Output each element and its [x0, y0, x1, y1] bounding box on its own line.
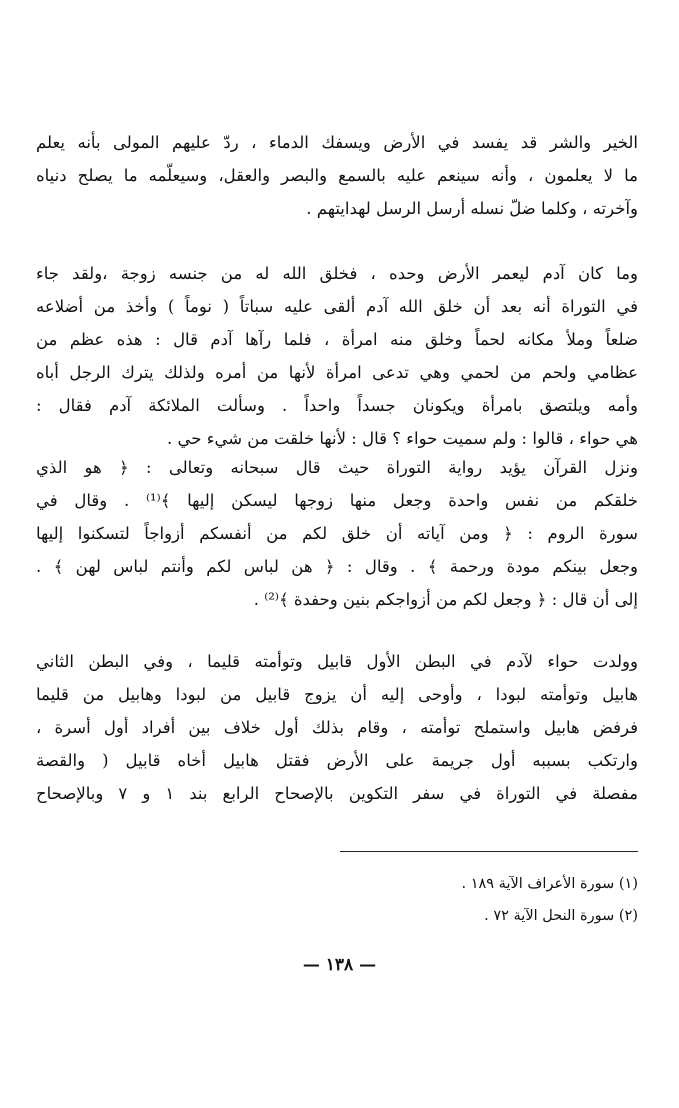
footnote-divider [340, 851, 638, 852]
text-line: عظامي ولحم من لحمي وهي تدعى امرأة لأنها من أمره ولذلك يترك الرجل أباه [36, 363, 638, 382]
footnote-2: (٢) سورة النحل الآية ٧٢ . [484, 908, 638, 924]
paragraph-1 [36, 126, 638, 225]
page-number: — ١٣٨ — [302, 955, 377, 975]
text-line: وأمه ويلتصق بامرأة ويكونان جسداً واحداً . وسألت الملائكة آدم فقال : [36, 396, 638, 415]
footnote-1: (١) سورة الأعراف الآية ١٨٩ . [461, 876, 638, 892]
text-line: الخير والشر قد يفسد في الأرض ويسفك الدماء ، ردّ عليهم المولى بأنه يعلم [36, 133, 638, 152]
text-line: إلى أن قال : ﴿ وجعل لكم من أزواجكم بنين وحفدة ﴾⁽²⁾ . [253, 590, 638, 609]
text-line: ضلعاً وملأ مكانه لحماً وخلق منه امرأة ، فلما رآها آدم قال : هذه عظم من [36, 330, 638, 349]
text-line: وجعل بينكم مودة ورحمة ﴾ . وقال : ﴿ هن لباس لكم وأنتم لباس لهن ﴾ . [36, 557, 638, 576]
paragraph-4 [36, 645, 638, 810]
footnotes [300, 868, 638, 932]
text-line: وارتكب بسببه أول جريمة على الأرض فقتل هابيل أخاه قابيل ( والقصة [36, 751, 638, 770]
text-line: في التوراة أنه بعد أن خلق الله آدم ألقى عليه سباتاً ( نوماً ) وأخذ من أضلاعه [36, 297, 638, 316]
text-line: وولدت حواء لآدم في البطن الأول قابيل وتوأمته قليما ، وفي البطن الثاني [36, 652, 638, 671]
paragraph-2 [36, 257, 638, 455]
text-line: هابيل وتوأمته لبودا ، وأوحى إليه أن يزوج قابيل من لبودا وهابيل من قليما [36, 685, 638, 704]
text-line: فرفض هابيل واستملح توأمته ، وقام بذلك أول خلاف بين أفراد أول أسرة ، [36, 718, 638, 737]
text-line: ما لا يعلمون ، وأنه سينعم عليه بالسمع والبصر والعقل، وسيعلّمه ما يصلح دنياه [36, 166, 638, 185]
text-line: ونزل القرآن يؤيد رواية التوراة حيث قال سبحانه وتعالى : ﴿ هو الذي [36, 458, 638, 477]
text-line: مفصلة في التوراة في سفر التكوين بالإصحاح الرابع بند ١ و ٧ وبالإصحاح [36, 784, 638, 803]
paragraph-3 [36, 451, 638, 616]
text-line: وآخرته ، وكلما ضلّ نسله أرسل الرسل لهدايتهم . [306, 199, 638, 218]
text-line: خلقكم من نفس واحدة وجعل منها زوجها ليسكن إليها ﴾⁽¹⁾ . وقال في [36, 491, 638, 510]
text-line: وما كان آدم ليعمر الأرض وحده ، فخلق الله له من جنسه زوجة ،ولقد جاء [36, 264, 638, 283]
text-line: هي حواء ، قالوا : ولم سميت حواء ؟ قال : لأنها خلقت من شيء حي . [167, 429, 638, 448]
text-line: سورة الروم : ﴿ ومن آياته أن خلق لكم من أنفسكم أزواجاً لتسكنوا إليها [36, 524, 638, 543]
